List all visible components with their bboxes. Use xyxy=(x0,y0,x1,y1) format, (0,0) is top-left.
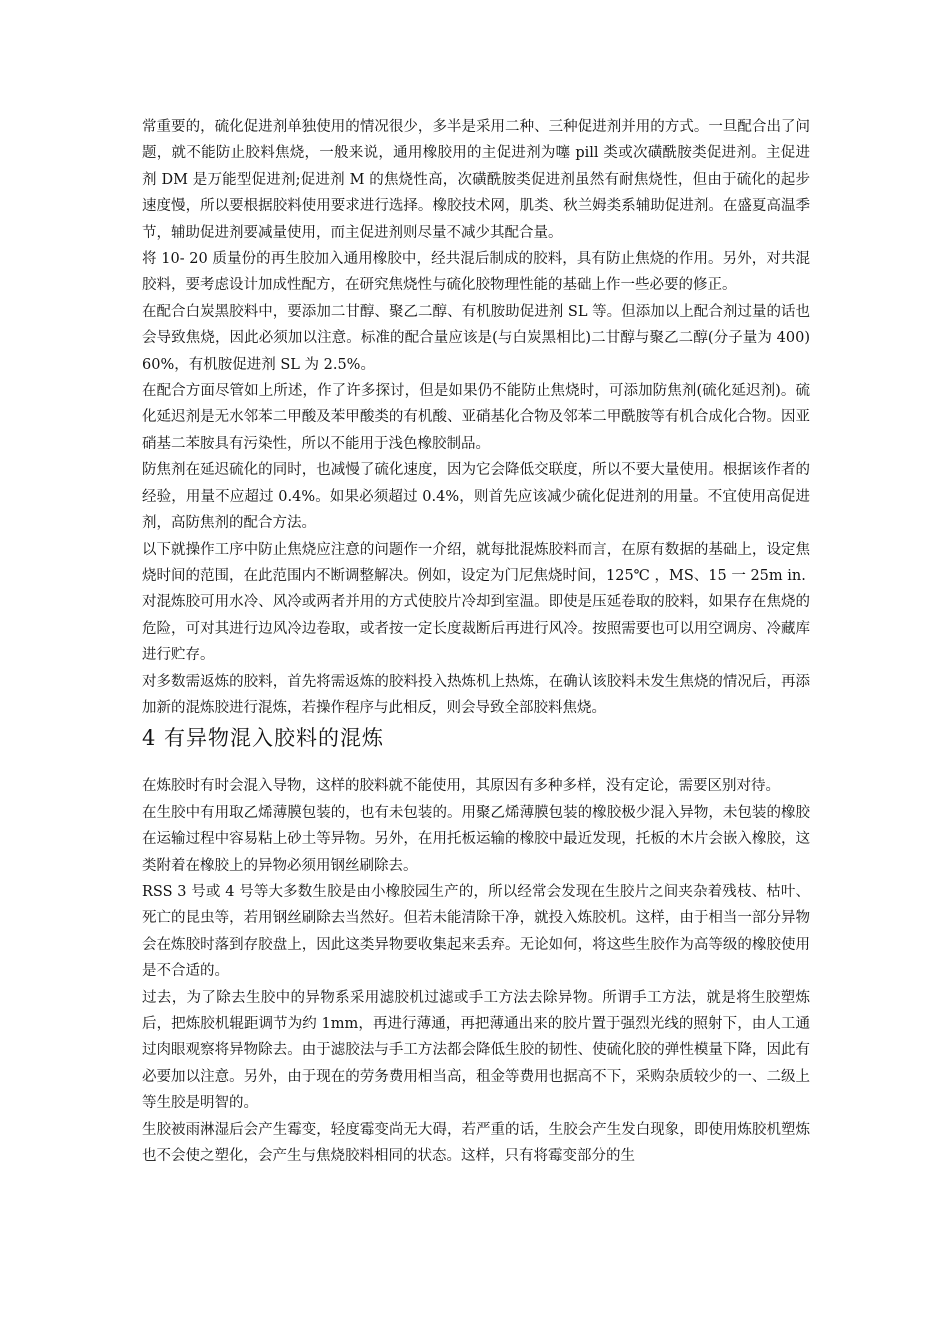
paragraph: 以下就操作工序中防止焦烧应注意的问题作一介绍，就每批混炼胶料而言，在原有数据的基础上，设定焦烧时间的范围，在此范围内不断调整解决。例如，设定为门尼焦烧时间，125℃ ，MS、15 一 25m in. xyxy=(142,541,810,584)
paragraph: 将 10- 20 质量份的再生胶加入通用橡胶中，经共混后制成的胶料，具有防止焦烧的作用。另外，对共混胶料，要考虑设计加成性配方，在研究焦烧性与硫化胶物理性能的基础上作一些必要的修正。 xyxy=(142,251,810,294)
paragraph: 在炼胶时有时会混入导物，这样的胶料就不能使用，其原因有多种多样，没有定论，需要区别对待。 xyxy=(142,778,780,795)
paragraph: 在生胶中有用取乙烯薄膜包装的，也有未包装的。用聚乙烯薄膜包装的橡胶极少混入异物，未包装的橡胶在运输过程中容易粘上砂土等异物。另外，在用托板运输的橡胶中最近发现，托板的木片会嵌入橡胶，这类附着在橡胶上的异物必须用钢丝刷除去。 xyxy=(142,804,810,874)
document-body xyxy=(142,114,810,1169)
paragraph: 对多数需返炼的胶料，首先将需返炼的胶料投入热炼机上热炼，在确认该胶料未发生焦烧的情况后，再添加新的混炼胶进行混炼，若操作程序与此相反，则会导致全部胶料焦烧。 xyxy=(142,673,810,716)
section-heading: 4 有异物混入胶料的混炼 xyxy=(142,726,385,751)
paragraph: 防焦剂在延迟硫化的同时，也减慢了硫化速度，因为它会降低交联度，所以不要大量使用。根据该作者的经验，用量不应超过 0.4%。如果必须超过 0.4%，则首先应该减少硫化促进剂的用量。不宜使用高促进剂，高防焦剂的配合方法。 xyxy=(142,462,810,532)
paragraph: RSS 3 号或 4 号等大多数生胶是由小橡胶园生产的，所以经常会发现在生胶片之间夹杂着残枝、枯叶、死亡的昆虫等，若用钢丝刷除去当然好。但若未能清除干净，就投入炼胶机。这样，由于相当一部分异物会在炼胶时落到存胶盘上，因此这类异物要收集起来丢弃。无论如何，将这些生胶作为高等级的橡胶使用是不合适的。 xyxy=(142,883,810,980)
section-foreign-matter xyxy=(142,773,810,1169)
paragraph: 在配合方面尽管如上所述，作了许多探讨，但是如果仍不能防止焦烧时，可添加防焦剂(硫化延迟剂)。硫化延迟剂是无水邻苯二甲酸及苯甲酸类的有机酸、亚硝基化合物及邻苯二甲酰胺等有机合成化合物。因亚硝基二苯胺具有污染性，所以不能用于浅色橡胶制品。 xyxy=(142,383,810,452)
paragraph: 在配合白炭黑胶料中，要添加二甘醇、聚乙二醇、有机胺助促进剂 SL 等。但添加以上配合剂过量的话也会导致焦烧，因此必须加以注意。标准的配合量应该是(与白炭黑相比)二甘醇与聚乙二醇(分子量为 400) 60%，有机胺促进剂 SL 为 2.5%。 xyxy=(142,303,810,373)
section-scorch-prevention xyxy=(142,114,810,721)
paragraph: 对混炼胶可用水冷、风冷或两者并用的方式使胶片冷却到室温。即使是压延卷取的胶料，如果存在焦烧的危险，可对其进行边风冷边卷取，或者按一定长度裁断后再进行风冷。按照需要也可以用空调房、冷藏库进行贮存。 xyxy=(142,594,810,664)
paragraph: 过去，为了除去生胶中的异物系采用滤胶机过滤或手工方法去除异物。所谓手工方法，就是将生胶塑炼后，把炼胶机辊距调节为约 1mm，再进行薄通，再把薄通出来的胶片置于强烈光线的照射下，由人工通过肉眼观察将异物除去。由于滤胶法与手工方法都会降低生胶的韧性、使硫化胶的弹性模量下降，因此有必要加以注意。另外，由于现在的劳务费用相当高，租金等费用也据高不下，采购杂质较少的一、二级上等生胶是明智的。 xyxy=(142,989,810,1112)
paragraph: 生胶被雨淋湿后会产生霉变，轻度霉变尚无大碍，若严重的话，生胶会产生发白现象，即使用炼胶机塑炼也不会使之塑化，会产生与焦烧胶料相同的状态。这样，只有将霉变部分的生 xyxy=(142,1121,810,1165)
paragraph: 常重要的，硫化促进剂单独使用的情况很少，多半是采用二种、三种促进剂并用的方式。一旦配合出了问题，就不能防止胶料焦烧，一般来说，通用橡胶用的主促进剂为噻 pill 类或次磺酰胺类促进剂。主促进剂 DM 是万能型促进剂;促进剂 M 的焦烧性高，次磺酰胺类促进剂虽然有耐焦烧性，但由于硫化的起步速度慢，所以要根据胶料使用要求进行选择。橡胶技术网，肌类、秋兰姆类系辅助促进剂。在盛夏高温季节，辅助促进剂要减量使用，而主促进剂则尽量不减少其配合量。 xyxy=(142,119,810,241)
